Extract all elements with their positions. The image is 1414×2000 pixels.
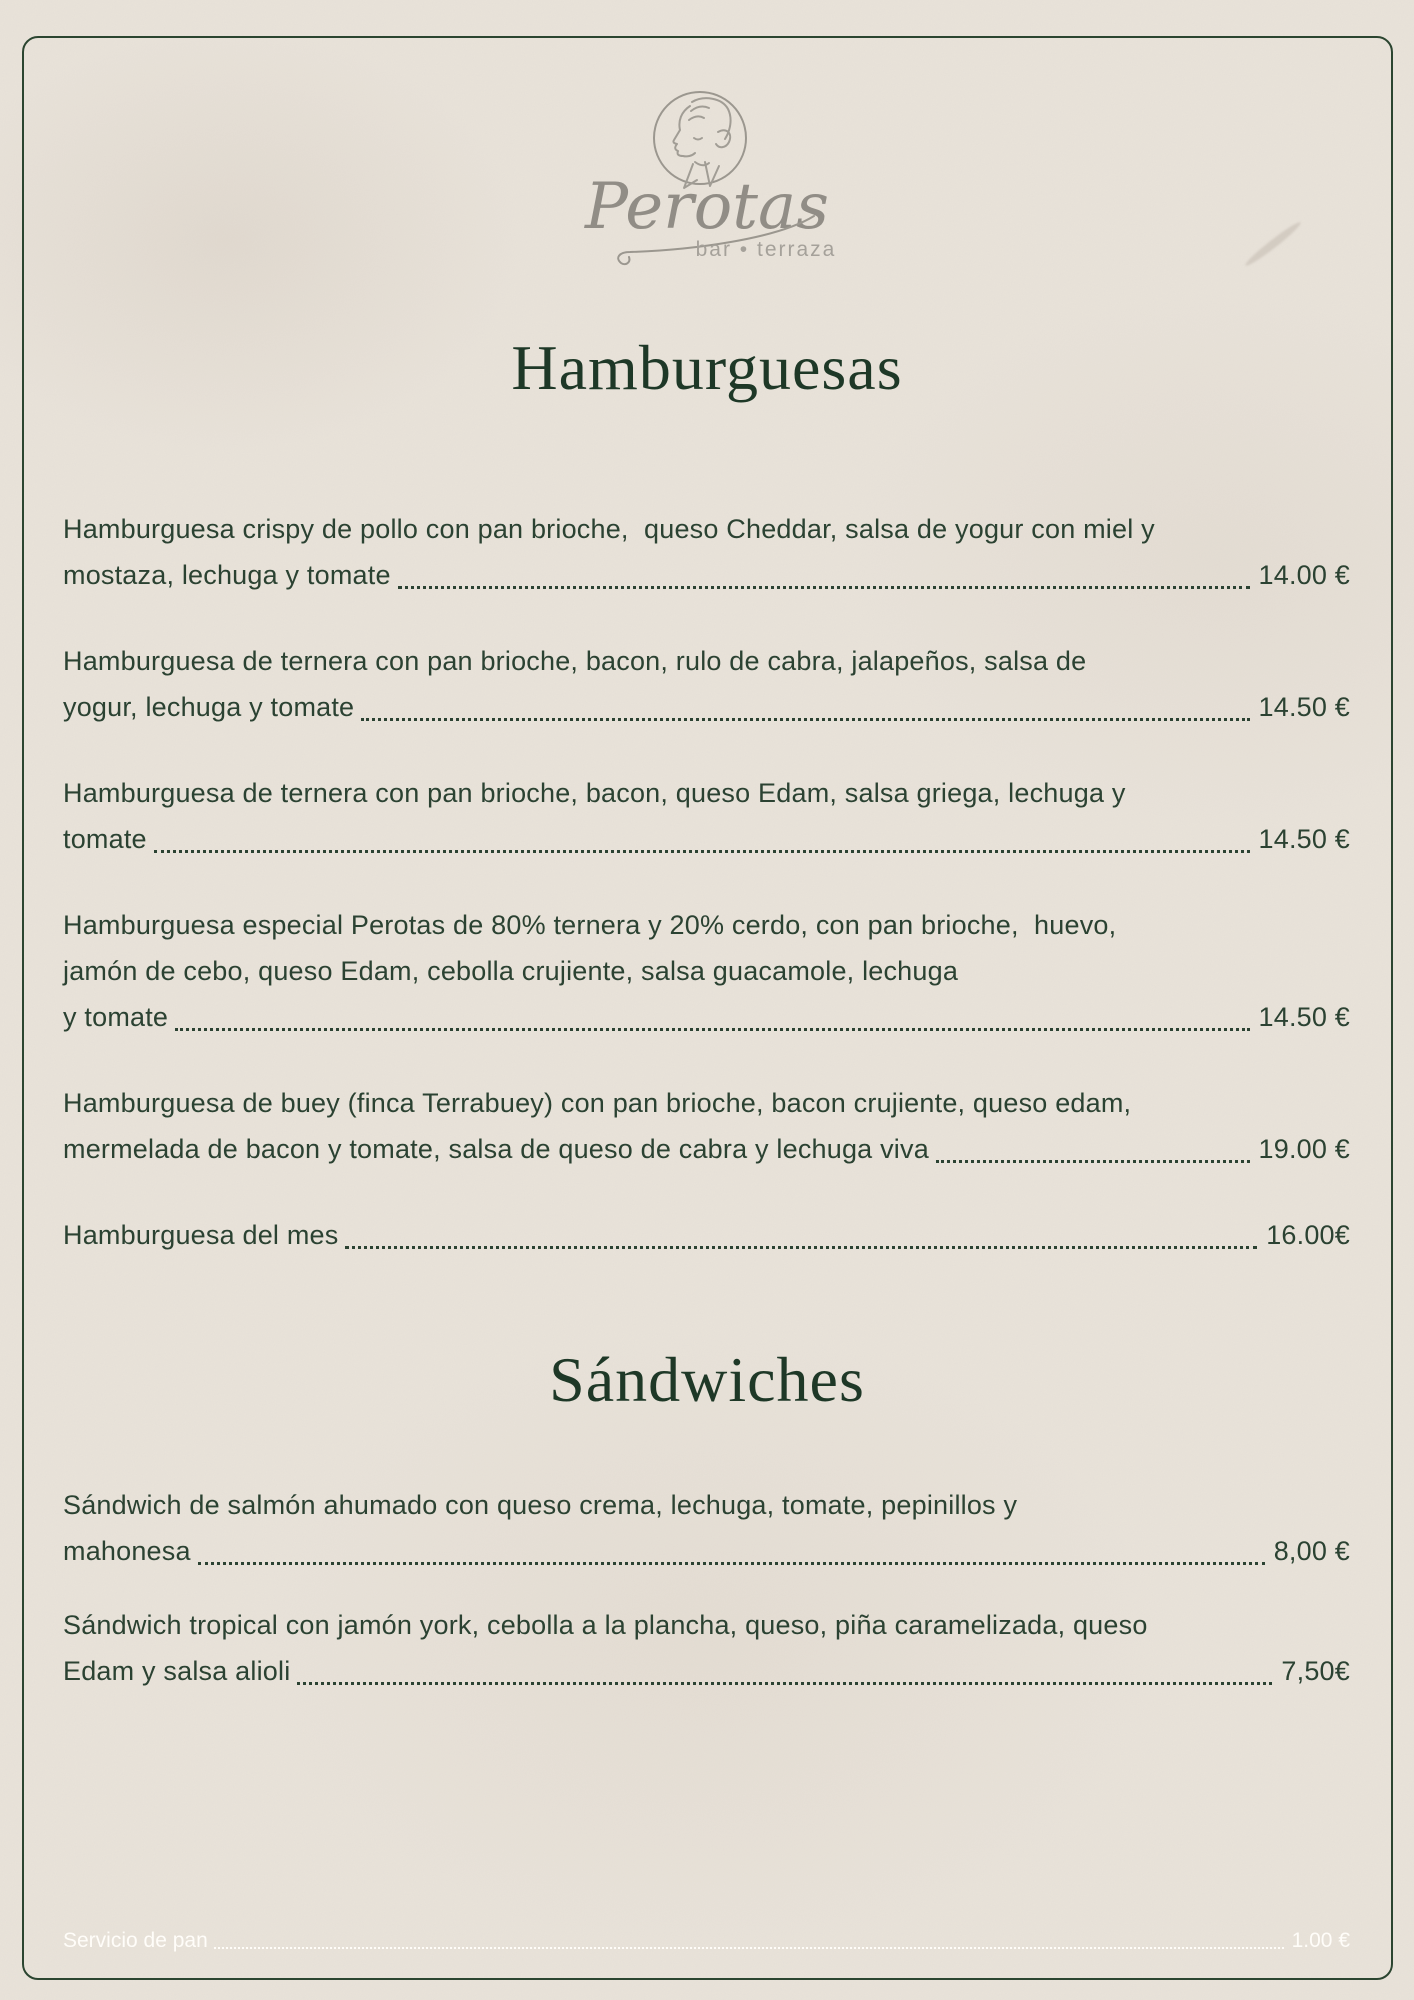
restaurant-logo xyxy=(542,76,872,281)
menu-item xyxy=(63,638,1350,730)
item-last-line xyxy=(63,1528,1350,1574)
section-title-hamburguesas: Hamburguesas xyxy=(511,332,903,403)
item-text-line: Sándwich tropical con jamón york, cebolla a la plancha, queso, piña caramelizada, queso xyxy=(63,1610,1148,1640)
item-text-line: Hamburguesa de buey (finca Terrabuey) con pan brioche, bacon crujiente, queso edam, xyxy=(63,1088,1132,1118)
item-price: 7,50€ xyxy=(1281,1656,1350,1686)
section-sandwiches-items xyxy=(63,1482,1350,1722)
item-price: 14.50 € xyxy=(1258,1002,1350,1032)
section-hamburguesas-items xyxy=(63,506,1350,1298)
footer-price: 1.00 € xyxy=(1291,1929,1350,1952)
item-last-line xyxy=(63,994,1350,1040)
dotted-leader xyxy=(361,718,1249,721)
item-price: 16.00€ xyxy=(1266,1220,1350,1250)
dotted-leader xyxy=(936,1160,1250,1163)
item-text-line: Hamburguesa crispy de pollo con pan brioche, queso Cheddar, salsa de yogur con miel y xyxy=(63,514,1155,544)
item-last-line xyxy=(63,684,1350,730)
item-text-line: Sándwich de salmón ahumado con queso crema, lechuga, tomate, pepinillos y xyxy=(63,1490,1018,1520)
dotted-leader xyxy=(398,586,1250,589)
item-price: 8,00 € xyxy=(1273,1536,1350,1566)
menu-item xyxy=(63,1482,1350,1574)
item-text-line: Hamburguesa de ternera con pan brioche, bacon, rulo de cabra, jalapeños, salsa de xyxy=(63,646,1087,676)
footer-bread-service xyxy=(63,1926,1350,1956)
item-last-line xyxy=(63,816,1350,862)
dotted-leader xyxy=(345,1246,1257,1249)
dotted-leader xyxy=(175,1028,1249,1031)
item-text-line: yogur, lechuga y tomate xyxy=(63,692,355,722)
item-text-line: jamón de cebo, queso Edam, cebolla crujiente, salsa guacamole, lechuga xyxy=(63,956,959,986)
logo-brand-text: Perotas xyxy=(585,170,829,244)
item-price: 14.50 € xyxy=(1258,692,1350,722)
item-price: 19.00 € xyxy=(1258,1134,1350,1164)
item-text-line: y tomate xyxy=(63,1002,169,1032)
dotted-leader xyxy=(214,1947,1284,1949)
item-text-line: mahonesa xyxy=(63,1536,191,1566)
menu-item xyxy=(63,506,1350,598)
item-text-line: mermelada de bacon y tomate, salsa de queso de cabra y lechuga viva xyxy=(63,1134,929,1164)
dotted-leader xyxy=(297,1682,1272,1685)
item-price: 14.50 € xyxy=(1258,824,1350,854)
item-last-line xyxy=(63,1648,1350,1694)
item-text-line: mostaza, lechuga y tomate xyxy=(63,560,391,590)
footer-label: Servicio de pan xyxy=(63,1929,208,1952)
item-text-line: Hamburguesa del mes xyxy=(63,1220,339,1250)
item-last-line xyxy=(63,1212,1350,1258)
perotas-logo-icon xyxy=(542,76,872,276)
item-last-line xyxy=(63,552,1350,598)
item-text-line: Edam y salsa alioli xyxy=(63,1656,291,1686)
item-text-line: tomate xyxy=(63,824,147,854)
paper-scuff-mark xyxy=(1243,219,1303,268)
menu-item xyxy=(63,770,1350,862)
section-title-sandwiches: Sándwiches xyxy=(549,1344,865,1415)
menu-item xyxy=(63,902,1350,1040)
menu-item xyxy=(63,1602,1350,1694)
menu-item xyxy=(63,1212,1350,1258)
item-text-line: Hamburguesa de ternera con pan brioche, bacon, queso Edam, salsa griega, lechuga y xyxy=(63,778,1126,808)
dotted-leader xyxy=(154,850,1250,853)
item-text-line: Hamburguesa especial Perotas de 80% ternera y 20% cerdo, con pan brioche, huevo, xyxy=(63,910,1117,940)
item-last-line xyxy=(63,1126,1350,1172)
menu-item xyxy=(63,1080,1350,1172)
logo-tagline-text: bar • terraza xyxy=(695,238,837,261)
item-price: 14.00 € xyxy=(1258,560,1350,590)
dotted-leader xyxy=(198,1562,1265,1565)
